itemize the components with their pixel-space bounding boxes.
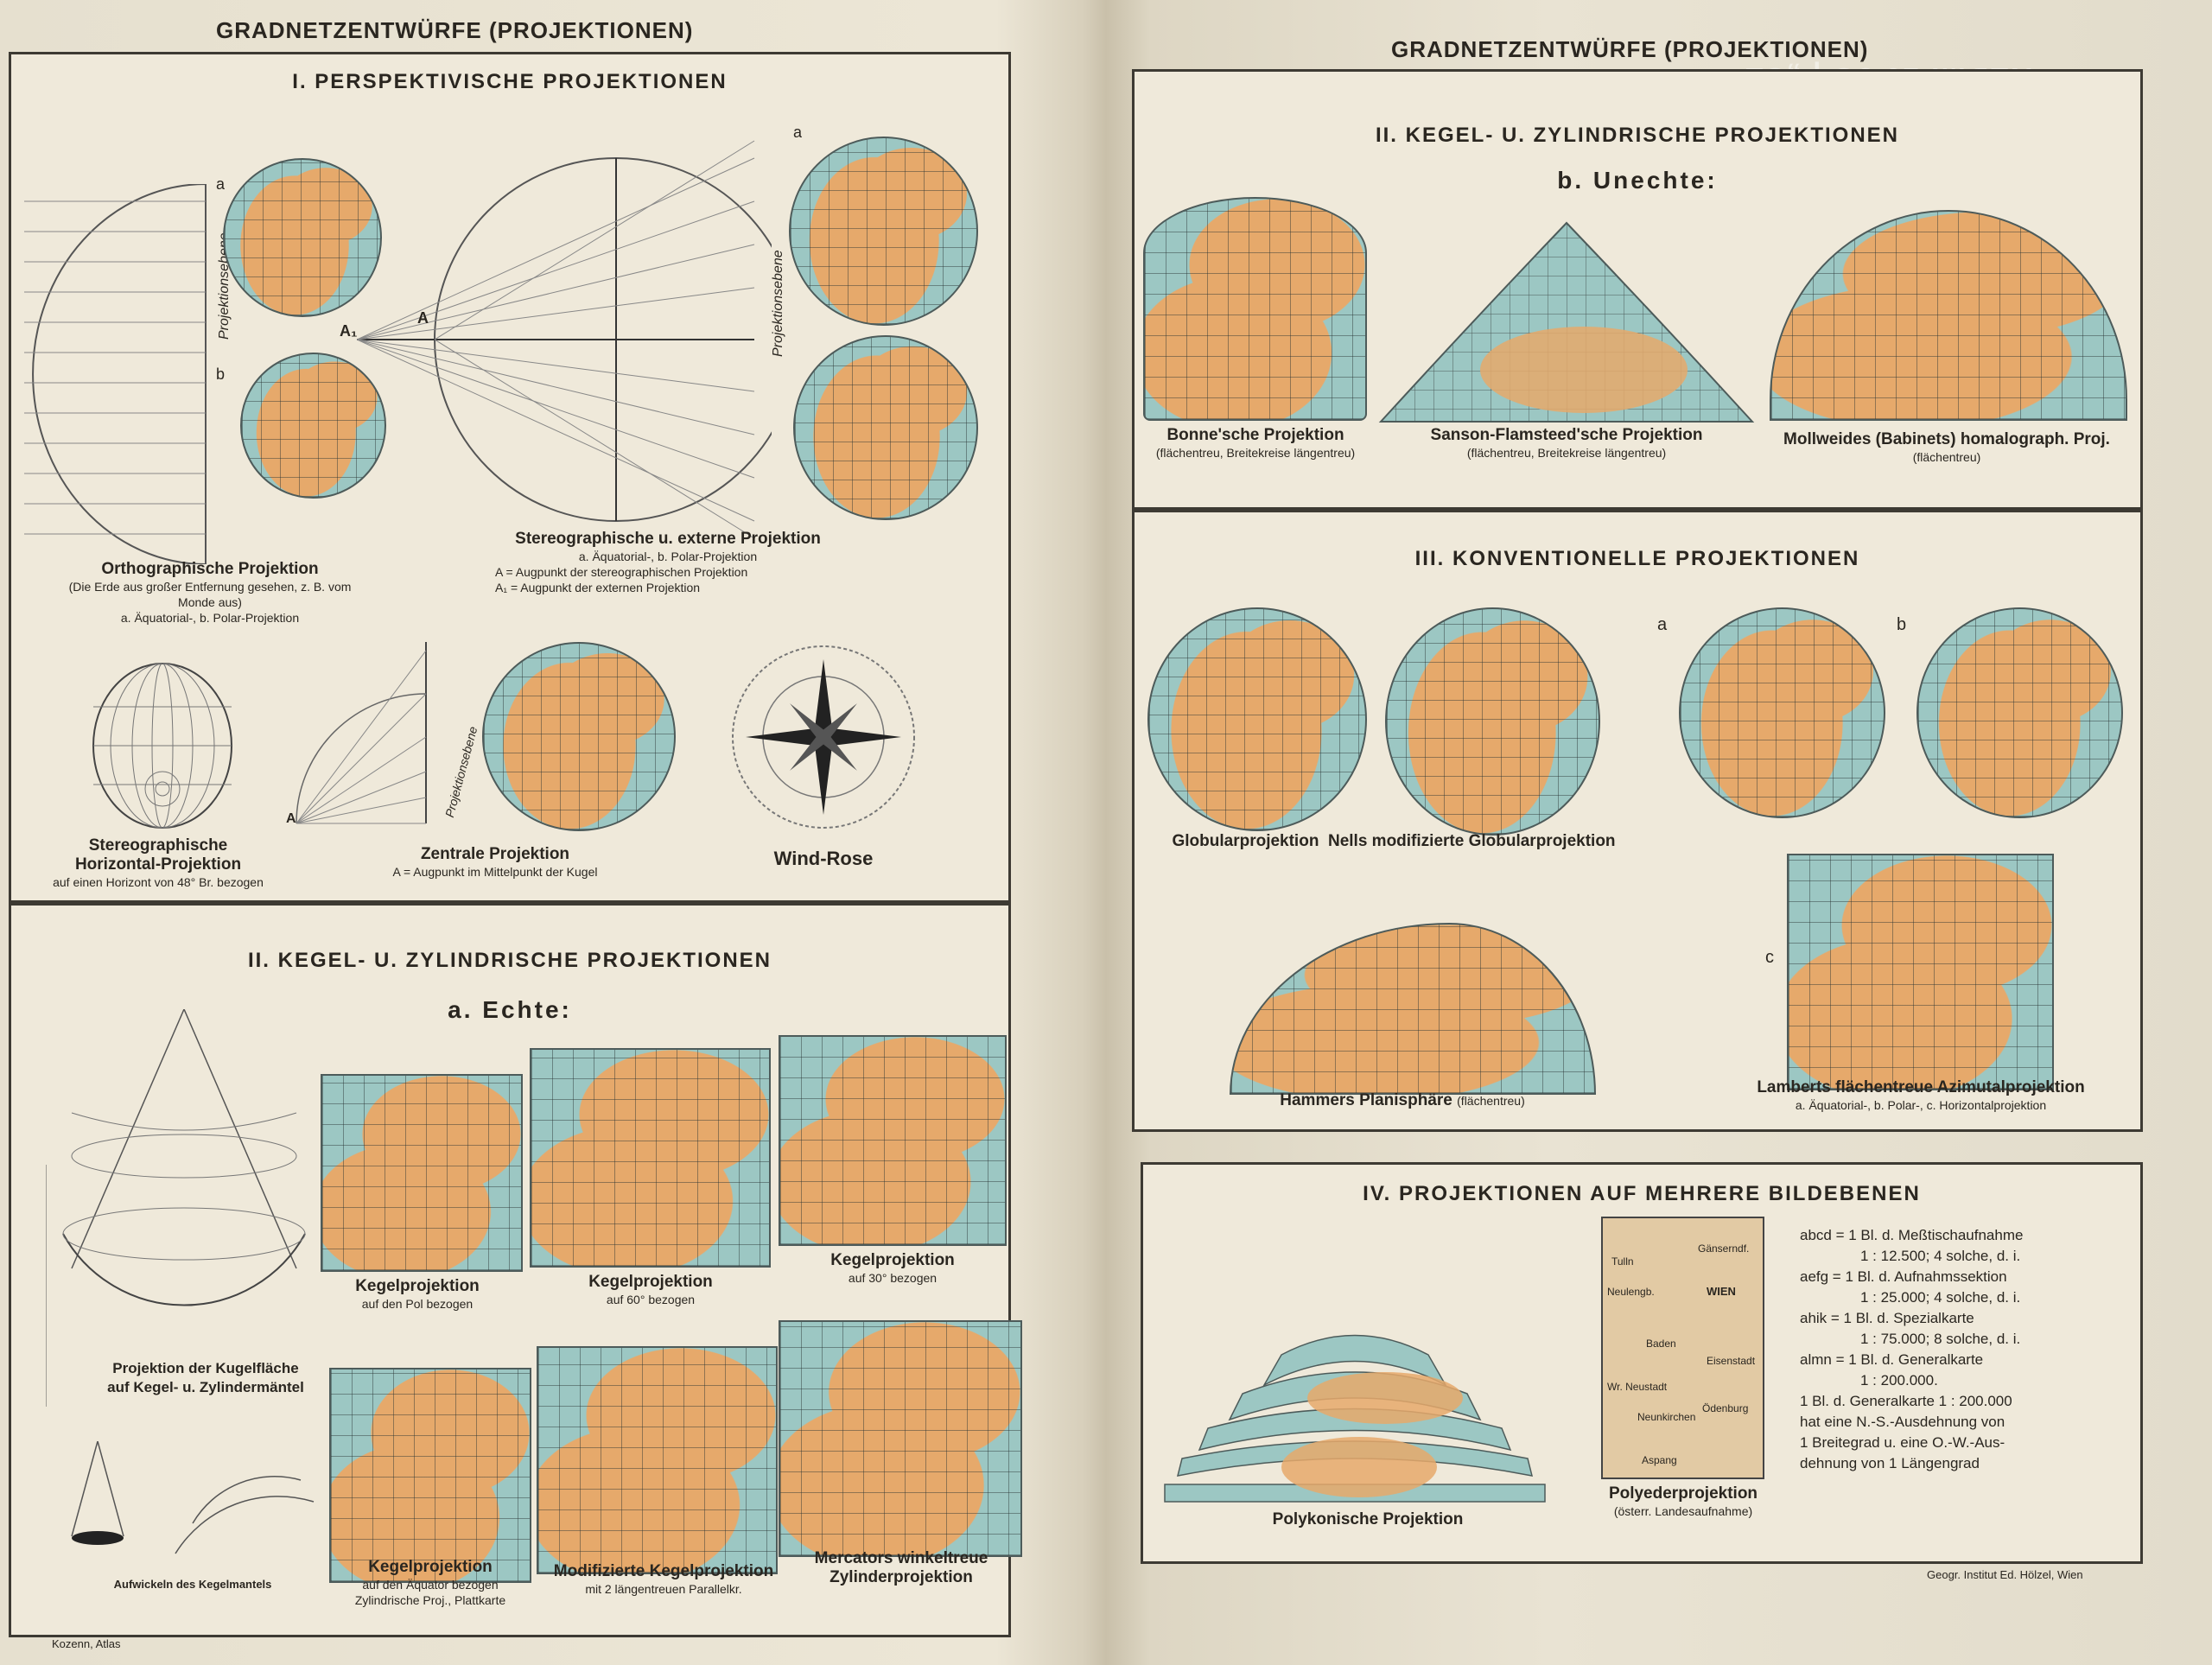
place-baden: Baden bbox=[1646, 1338, 1676, 1350]
bonne-title: Bonne'sche Projektion bbox=[1166, 426, 1344, 444]
panel-title: I. PERSPEKTIVISCHE PROJEKTIONEN bbox=[292, 70, 728, 93]
place-oedenburg: Ödenburg bbox=[1702, 1402, 1749, 1414]
lambert-globe-b bbox=[1916, 607, 2123, 818]
kegel-pol-title: Kegelprojektion bbox=[355, 1277, 480, 1295]
left-header: GRADNETZENTWÜRFE (PROJEKTIONEN) bbox=[216, 17, 694, 43]
panel2-subtitle: a. Echte: bbox=[448, 996, 572, 1023]
wind-rose bbox=[728, 642, 918, 832]
conic-pseudo-panel bbox=[1132, 69, 2143, 510]
hammer-note: (flächentreu) bbox=[1457, 1094, 1525, 1108]
right-page bbox=[1080, 0, 2212, 1665]
ortho-line2: a. Äquatorial-, b. Polar-Projektion bbox=[120, 611, 300, 625]
place-wien: WIEN bbox=[1707, 1285, 1736, 1298]
stereo-h-title2: Horizontal-Projektion bbox=[74, 855, 242, 874]
polykon-caption: Polykonische Projektion bbox=[1272, 1510, 1464, 1528]
kegel-60-title: Kegelprojektion bbox=[588, 1273, 713, 1291]
label-b: b bbox=[216, 365, 226, 383]
sanson-title: Sanson-Flamsteed'sche Projektion bbox=[1430, 426, 1703, 444]
rp1-title: II. KEGEL- U. ZYLINDRISCHE PROJEKTIONEN bbox=[1375, 124, 1900, 147]
kegel-aeq-line1: auf den Äquator bezogen bbox=[362, 1578, 499, 1592]
stereo-line3: A₁ = Augpunkt der externen Projektion bbox=[495, 581, 701, 594]
cone-globe-diagram bbox=[46, 1009, 322, 1407]
mercator-map bbox=[779, 1320, 1022, 1557]
kegel-30-title: Kegelprojektion bbox=[830, 1251, 955, 1269]
stereo-line2: A = Augpunkt der stereographischen Projektion bbox=[495, 565, 748, 579]
ortho-caption bbox=[63, 560, 357, 626]
legend-line: 1 : 25.000; 4 solche, d. i. bbox=[1860, 1289, 2021, 1306]
kegel-aeq-title: Kegelprojektion bbox=[368, 1558, 493, 1576]
lambert-globe-a bbox=[1679, 607, 1885, 818]
legend-line: abcd = 1 Bl. d. Meßtischaufnahme bbox=[1800, 1227, 2024, 1243]
stereo-horizontal-wireframe bbox=[89, 659, 236, 832]
proj-plane-label-2: Projektionsebene bbox=[771, 250, 785, 357]
polyeder-title: Polyederprojektion bbox=[1608, 1484, 1758, 1503]
label-a: a bbox=[1657, 615, 1668, 634]
polyeder-caption bbox=[1580, 1484, 1787, 1519]
legend bbox=[1800, 1225, 2094, 1474]
ortho-line1: (Die Erde aus großer Entfernung gesehen, z. B. vom Monde aus) bbox=[68, 580, 352, 609]
stereo-globe-b bbox=[793, 335, 978, 520]
label-A: A bbox=[417, 309, 429, 327]
stereo-globe-a bbox=[789, 137, 978, 326]
zentrale-title: Zentrale Projektion bbox=[420, 845, 570, 863]
legend-line: 1 Bl. d. Generalkarte 1 : 200.000 bbox=[1800, 1393, 2012, 1409]
place-wrneustadt: Wr. Neustadt bbox=[1607, 1381, 1668, 1393]
stereo-h-title1: Stereographische bbox=[88, 836, 228, 855]
legend-line: aefg = 1 Bl. d. Aufnahmssektion bbox=[1800, 1268, 2007, 1285]
polyconic-strips bbox=[1160, 1312, 1549, 1510]
place-aspang: Aspang bbox=[1642, 1454, 1677, 1466]
proj-plane-label: Projektionsebene bbox=[217, 232, 232, 340]
stereo-construction bbox=[357, 132, 772, 564]
label-a1: A₁ bbox=[340, 322, 358, 340]
modif-kegel-map bbox=[537, 1346, 778, 1574]
left-page bbox=[0, 0, 1080, 1665]
legend-line: ahik = 1 Bl. d. Spezialkarte bbox=[1800, 1310, 1974, 1326]
kegel-60-caption bbox=[547, 1273, 754, 1307]
mercator-title2: Zylinderprojektion bbox=[830, 1568, 973, 1586]
zentrale-plane: Projektionsebene bbox=[442, 725, 480, 819]
globular-nells-caption bbox=[1143, 832, 1644, 851]
panel2-title: II. KEGEL- U. ZYLINDRISCHE PROJEKTIONEN bbox=[247, 949, 772, 972]
rp1-subtitle: b. Unechte: bbox=[1557, 167, 1718, 194]
sanson-line1: (flächentreu, Breitekreise längentreu) bbox=[1466, 446, 1667, 460]
mollweide-map bbox=[1770, 210, 2127, 421]
polyeder-line1: (österr. Landesaufnahme) bbox=[1613, 1504, 1753, 1518]
legend-line: 1 : 75.000; 8 solche, d. i. bbox=[1860, 1331, 2021, 1347]
kegel-60-map bbox=[530, 1048, 771, 1268]
place-eisenstadt: Eisenstadt bbox=[1707, 1355, 1756, 1367]
mercator-title1: Mercators winkeltreue bbox=[814, 1549, 988, 1567]
place-gaenserndf: Gänserndf. bbox=[1698, 1242, 1750, 1255]
mercator-caption bbox=[789, 1549, 1014, 1587]
zentrale-A: A bbox=[286, 811, 296, 826]
zentrale-line1: A = Augpunkt im Mittelpunkt der Kugel bbox=[392, 865, 598, 879]
mollweide-line1: (flächentreu) bbox=[1912, 450, 1981, 464]
sanson-shape bbox=[1376, 219, 1757, 426]
zentrale-globe bbox=[482, 642, 676, 831]
ortho-title: Orthographische Projektion bbox=[101, 560, 319, 578]
label-a: a bbox=[216, 175, 226, 193]
legend-line: 1 : 12.500; 4 solche, d. i. bbox=[1860, 1248, 2021, 1264]
nells-globe bbox=[1385, 607, 1600, 836]
modif-line1: mit 2 längentreuen Parallelkr. bbox=[585, 1582, 742, 1596]
left-footer: Kozenn, Atlas bbox=[52, 1637, 121, 1650]
kegel-30-caption bbox=[789, 1251, 996, 1286]
lambert-map-c bbox=[1787, 854, 2054, 1090]
ortho-wireframe bbox=[24, 184, 214, 564]
bonne-map bbox=[1143, 197, 1367, 421]
modif-caption bbox=[538, 1562, 789, 1597]
conventional-panel bbox=[1132, 510, 2143, 1132]
stereo-h-line1: auf einen Horizont von 48° Br. bezogen bbox=[53, 875, 264, 889]
globular-title: Globularprojektion bbox=[1172, 832, 1319, 850]
mollweide-caption bbox=[1774, 430, 2120, 465]
kegel-aeq-caption bbox=[322, 1558, 538, 1608]
kegel-aeq-line2: Zylindrische Proj., Plattkarte bbox=[354, 1593, 506, 1607]
modif-title: Modifizierte Kegelprojektion bbox=[553, 1562, 774, 1580]
lambert-caption bbox=[1731, 1078, 2111, 1113]
mollweide-title: Mollweides (Babinets) homalograph. Proj. bbox=[1783, 430, 2110, 448]
kugel-line1: Projektion der Kugelfläche bbox=[112, 1360, 299, 1376]
bonne-line1: (flächentreu, Breitekreise längentreu) bbox=[1155, 446, 1356, 460]
kegel-30-line1: auf 30° bezogen bbox=[848, 1271, 938, 1285]
unwrap-caption: Aufwickeln des Kegelmantels bbox=[113, 1578, 272, 1591]
stereo-caption bbox=[469, 530, 867, 595]
stereo-line1: a. Äquatorial-, b. Polar-Projektion bbox=[578, 550, 758, 563]
legend-line: 1 Breitegrad u. eine O.-W.-Aus- bbox=[1800, 1434, 2005, 1451]
hammer-map bbox=[1230, 923, 1596, 1095]
bonne-caption bbox=[1135, 426, 1376, 461]
label-c: c bbox=[1765, 948, 1774, 967]
hammer-title: Hammers Planisphäre bbox=[1280, 1091, 1452, 1109]
conic-real-panel bbox=[9, 903, 1011, 1637]
lambert-line1: a. Äquatorial-, b. Polar-, c. Horizontalprojektion bbox=[1795, 1098, 2047, 1112]
kegel-pol-line1: auf den Pol bezogen bbox=[361, 1297, 474, 1311]
stereo-title: Stereographische u. externe Projektion bbox=[515, 530, 821, 548]
kugel-caption bbox=[76, 1359, 335, 1397]
wind-rose-caption: Wind-Rose bbox=[773, 848, 874, 869]
unwrap-diagram bbox=[63, 1441, 331, 1571]
legend-line: 1 : 200.000. bbox=[1860, 1372, 1938, 1389]
kegel-60-line1: auf 60° bezogen bbox=[606, 1293, 696, 1306]
kegel-30-map bbox=[779, 1035, 1007, 1246]
legend-line: dehnung von 1 Längengrad bbox=[1800, 1455, 1980, 1471]
right-footer: Geogr. Institut Ed. Hölzel, Wien bbox=[1927, 1568, 2083, 1581]
kegel-pol-caption bbox=[314, 1277, 521, 1312]
hammer-caption bbox=[1238, 1091, 1567, 1110]
label-b: b bbox=[1897, 615, 1907, 634]
kegel-aeq-map bbox=[329, 1368, 531, 1583]
zentrale-caption bbox=[340, 845, 651, 880]
place-neulengb: Neulengb. bbox=[1607, 1286, 1655, 1298]
label-a-right: a bbox=[793, 124, 803, 141]
right-header: GRADNETZENTWÜRFE (PROJEKTIONEN) bbox=[1391, 36, 1869, 62]
lambert-title: Lamberts flächentreue Azimutalprojektion bbox=[1757, 1078, 2085, 1096]
kegel-pol-map bbox=[321, 1074, 523, 1272]
stereo-h-caption bbox=[46, 836, 270, 890]
legend-line: hat eine N.-S.-Ausdehnung von bbox=[1800, 1414, 2005, 1430]
polyeder-map bbox=[1601, 1217, 1764, 1479]
nells-title: Nells modifizierte Globularprojektion bbox=[1327, 832, 1616, 850]
place-tulln: Tulln bbox=[1611, 1255, 1634, 1268]
multi-plane-panel bbox=[1141, 1162, 2143, 1564]
sanson-caption bbox=[1411, 426, 1722, 461]
place-neunkirchen: Neunkirchen bbox=[1637, 1411, 1696, 1423]
rp2-title: III. KONVENTIONELLE PROJEKTIONEN bbox=[1414, 547, 1860, 570]
legend-line: almn = 1 Bl. d. Generalkarte bbox=[1800, 1351, 1984, 1368]
kugel-line2: auf Kegel- u. Zylindermäntel bbox=[107, 1379, 304, 1395]
globular-globe bbox=[1147, 607, 1367, 831]
rp3-title: IV. PROJEKTIONEN AUF MEHRERE BILDEBENEN bbox=[1363, 1182, 1921, 1205]
zentrale-construction bbox=[288, 642, 448, 828]
perspective-panel bbox=[9, 52, 1011, 903]
